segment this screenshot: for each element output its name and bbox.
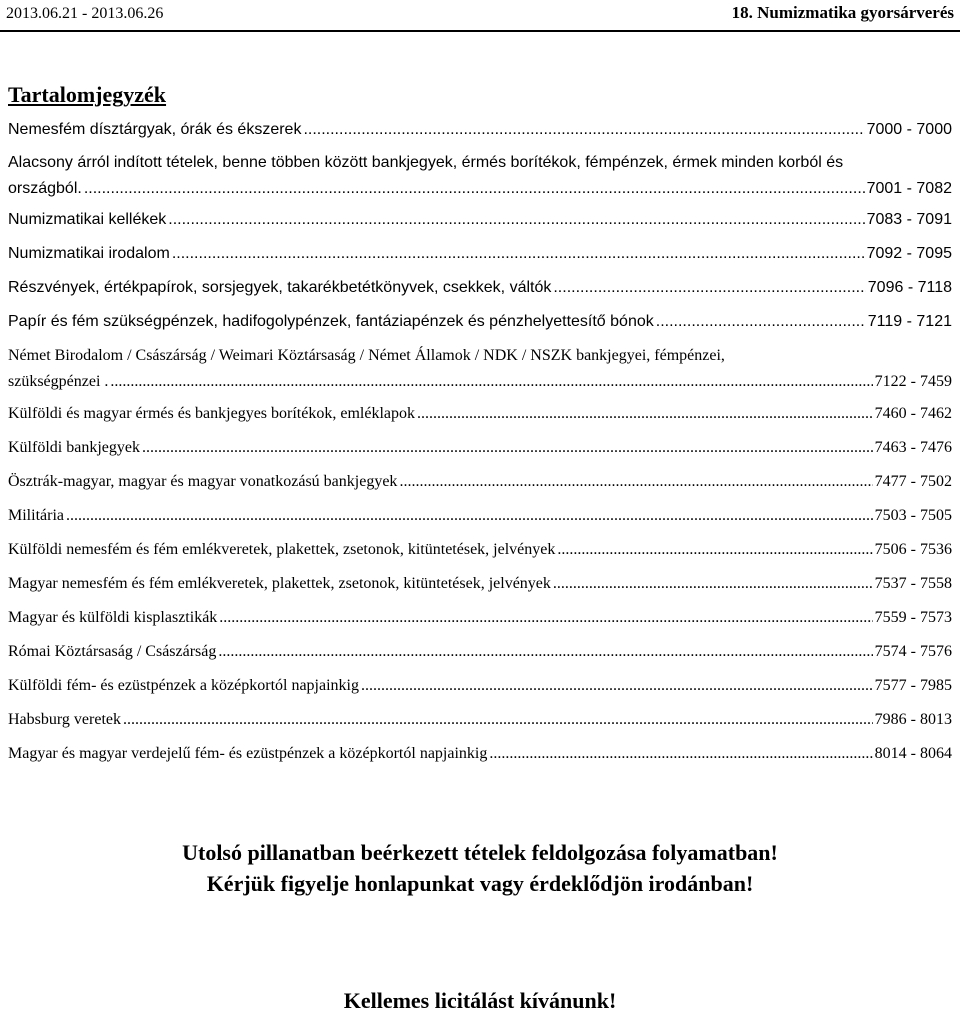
- toc-entry[interactable]: [8, 707, 952, 733]
- toc-entry-label: Külföldi fém- és ezüstpénzek a középkortól napjainkig: [8, 677, 359, 694]
- toc-entry-pages: 8014 - 8064: [874, 745, 952, 762]
- dot-leader: [84, 176, 865, 202]
- toc-entry-label: Nemesfém dísztárgyak, órák és ékszerek: [8, 121, 302, 138]
- dot-leader: [66, 503, 873, 529]
- processing-notice: Utolsó pillanatban beérkezett tételek feldolgozása folyamatban!: [182, 840, 778, 865]
- dot-leader: [417, 401, 873, 427]
- toc-entry-label: Habsburg veretek: [8, 711, 121, 728]
- toc-entry-pages: 7083 - 7091: [866, 211, 952, 228]
- dot-leader: [553, 275, 865, 301]
- dot-leader: [361, 673, 873, 699]
- toc-entry-pages: 7096 - 7118: [867, 279, 952, 296]
- dot-leader: [123, 707, 873, 733]
- toc-entry-label: Numizmatikai kellékek: [8, 211, 167, 228]
- toc-entry[interactable]: [8, 275, 952, 301]
- dot-leader: [110, 369, 872, 395]
- toc-entry-label: Papír és fém szükségpénzek, hadifogolypénzek, fantáziapénzek és pénzhelyettesítő bónok: [8, 313, 654, 330]
- dot-leader: [399, 469, 872, 495]
- toc-entry-label: Részvények, értékpapírok, sorsjegyek, takarékbetétkönyvek, csekkek, váltók: [8, 279, 552, 296]
- dot-leader: [172, 241, 865, 267]
- toc-entry[interactable]: [8, 309, 952, 335]
- dot-leader: [168, 207, 864, 233]
- dot-leader: [142, 435, 873, 461]
- event-title: 18. Numizmatika gyorsárverés: [731, 3, 954, 22]
- page-header: [0, 0, 960, 32]
- dot-leader: [218, 639, 872, 665]
- toc-entry-label-first: Német Birodalom / Császárság / Weimari Köztársaság / Német Államok / NDK / NSZK bankjegyei, fémpénzei,: [8, 347, 725, 364]
- dot-leader: [656, 309, 866, 335]
- toc-entry-label: országból.: [8, 180, 82, 197]
- toc-entry[interactable]: [8, 469, 952, 495]
- toc-entry[interactable]: [8, 435, 952, 461]
- toc-entry-label: Külföldi bankjegyek: [8, 439, 140, 456]
- toc-entry-pages: 7463 - 7476: [874, 439, 952, 456]
- toc-entry[interactable]: [8, 241, 952, 267]
- toc-entry-pages: 7477 - 7502: [874, 473, 952, 490]
- website-notice: Kérjük figyelje honlapunkat vagy érdeklődjön irodánban!: [206, 871, 754, 896]
- dot-leader: [303, 117, 864, 143]
- toc-entry-pages: 7577 - 7985: [874, 677, 952, 694]
- toc-entry-label: Militária: [8, 507, 64, 524]
- toc-entry[interactable]: [8, 537, 952, 563]
- toc-entry-pages: 7503 - 7505: [874, 507, 952, 524]
- toc-entry-label: Római Köztársaság / Császárság: [8, 643, 217, 660]
- toc-entry[interactable]: [8, 571, 952, 597]
- toc-entry[interactable]: [8, 401, 952, 427]
- toc-entry-pages: 7537 - 7558: [874, 575, 952, 592]
- toc-entry[interactable]: [8, 343, 952, 395]
- toc-entry[interactable]: [8, 207, 952, 233]
- toc-entry-label-first: Alacsony árról indított tételek, benne többen között bankjegyek, érmés borítékok, fémpénzek, érmek minden korból és: [8, 154, 844, 171]
- date-range: 2013.06.21 - 2013.06.26: [6, 5, 164, 22]
- toc-entry[interactable]: [8, 673, 952, 699]
- dot-leader: [219, 605, 872, 631]
- dot-leader: [489, 741, 872, 767]
- toc-entry-pages: 7000 - 7000: [866, 121, 952, 138]
- dot-leader: [553, 571, 873, 597]
- toc-entry-label: Magyar és magyar verdejelű fém- és ezüstpénzek a középkortól napjainkig: [8, 745, 488, 762]
- toc-entry-label: Ösztrák-magyar, magyar és magyar vonatkozású bankjegyek: [8, 473, 398, 490]
- toc-entry-label: Magyar és külföldi kisplasztikák: [8, 609, 218, 626]
- toc-entry-pages: 7092 - 7095: [866, 245, 952, 262]
- toc-entry[interactable]: [8, 117, 952, 143]
- toc-entry-label: Numizmatikai irodalom: [8, 245, 170, 262]
- toc-entry-pages: 7559 - 7573: [874, 609, 952, 626]
- toc-entry[interactable]: [8, 639, 952, 665]
- toc-entry[interactable]: [8, 605, 952, 631]
- toc-entry[interactable]: [8, 150, 952, 202]
- toc-entry-label: szükségpénzei .: [8, 373, 109, 390]
- closing-greeting: Kellemes licitálást kívánunk!: [343, 988, 617, 1013]
- toc-entry-label: Külföldi és magyar érmés és bankjegyes borítékok, emléklapok: [8, 405, 415, 422]
- toc-entry-label: Magyar nemesfém és fém emlékveretek, plakettek, zsetonok, kitüntetések, jelvények: [8, 575, 551, 592]
- toc-entry-label: Külföldi nemesfém és fém emlékveretek, plakettek, zsetonok, kitüntetések, jelvények: [8, 541, 556, 558]
- toc-heading: Tartalomjegyzék: [8, 82, 167, 107]
- toc-entry[interactable]: [8, 741, 952, 767]
- toc-entry-pages: 7119 - 7121: [867, 313, 952, 330]
- toc-entry-pages: 7001 - 7082: [866, 180, 952, 197]
- toc-entry[interactable]: [8, 503, 952, 529]
- toc-entry-pages: 7122 - 7459: [874, 373, 952, 390]
- toc-entry-pages: 7460 - 7462: [874, 405, 952, 422]
- toc-entry-pages: 7574 - 7576: [874, 643, 952, 660]
- toc-entry-pages: 7506 - 7536: [874, 541, 952, 558]
- toc-entry-pages: 7986 - 8013: [874, 711, 952, 728]
- dot-leader: [557, 537, 872, 563]
